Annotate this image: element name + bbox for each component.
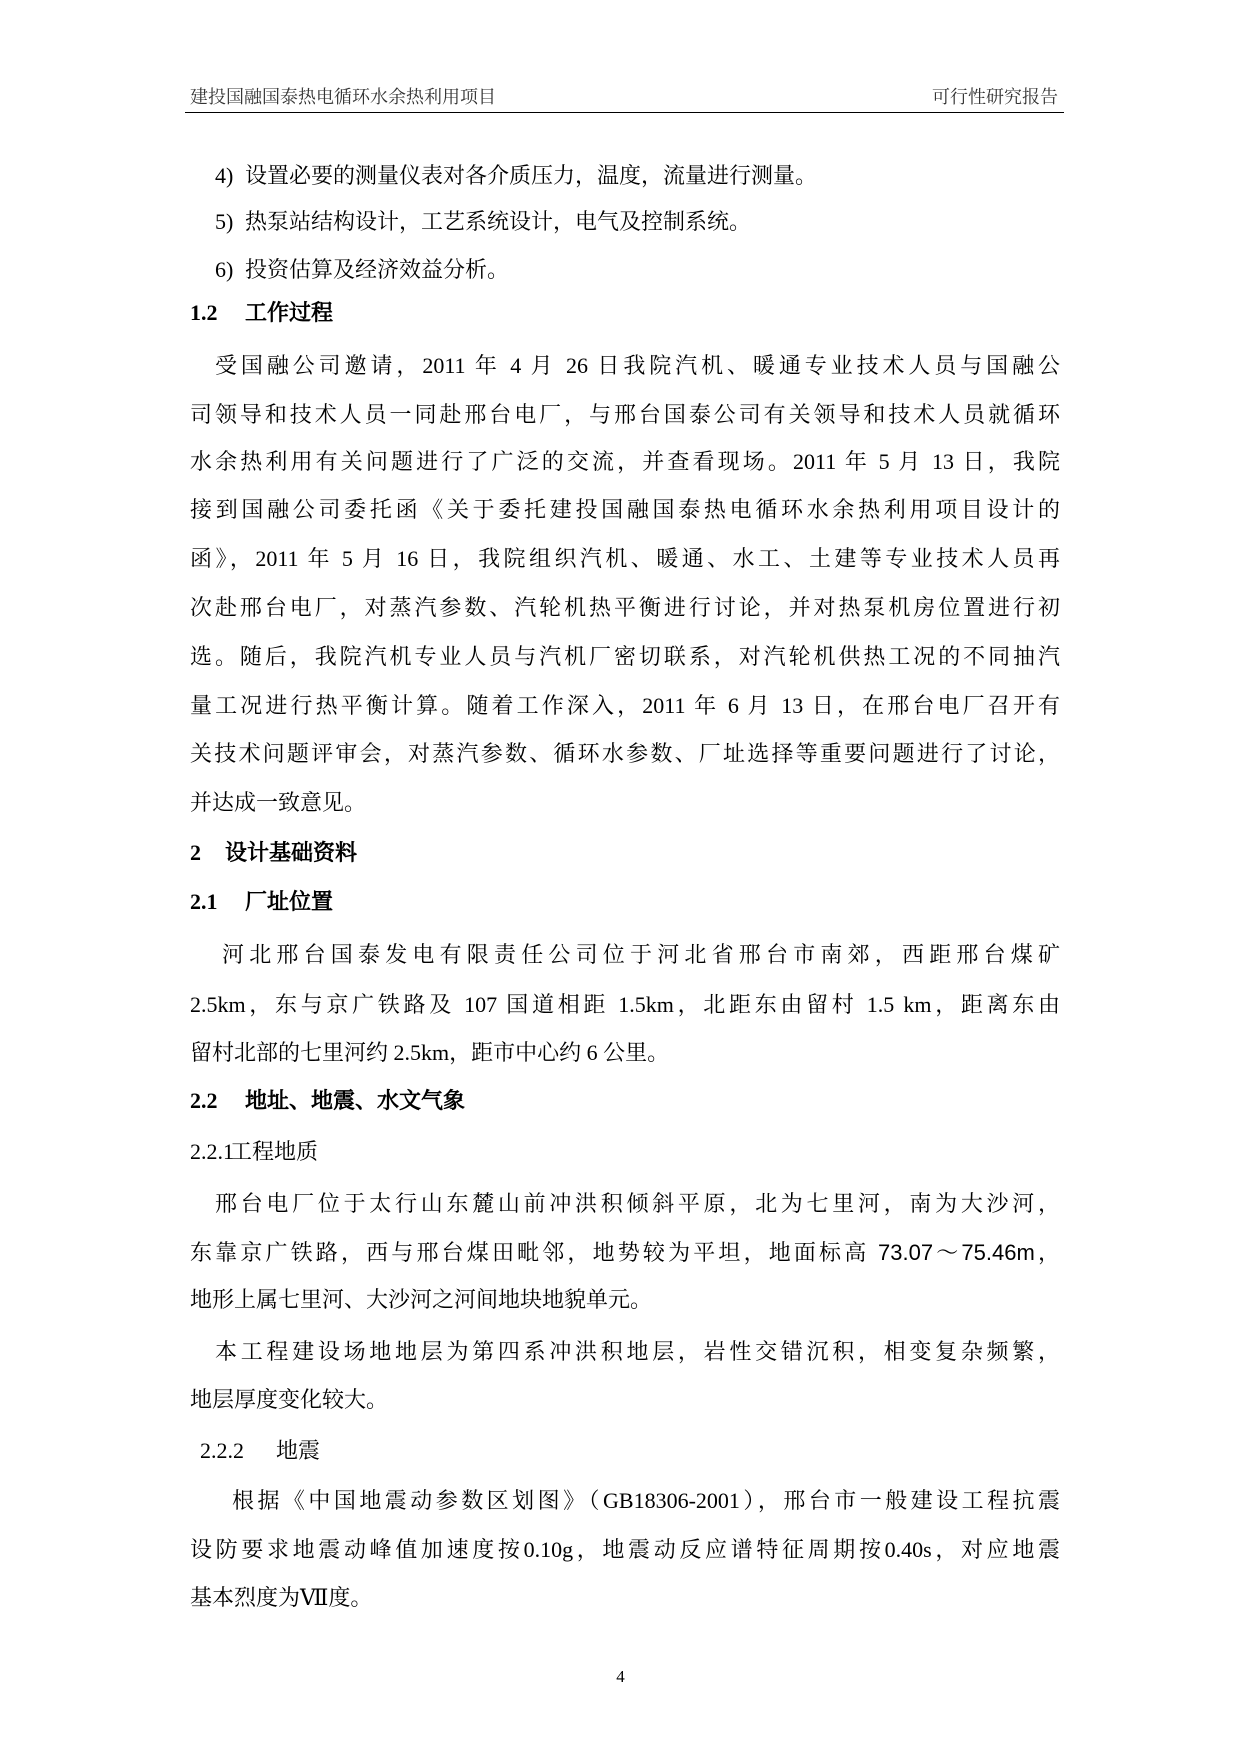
subsection-heading-2-2-2 bbox=[200, 1436, 320, 1466]
paragraph-line: 根据《中国地震动参数区划图》（GB18306-2001），邢台市一般建设工程抗震 bbox=[232, 1488, 1060, 1513]
section-number: 1.2 bbox=[190, 300, 218, 325]
header-rule bbox=[185, 112, 1064, 113]
list-item bbox=[215, 161, 817, 191]
subsection-number: 2.2.1 bbox=[190, 1139, 234, 1164]
paragraph-line: 关技术问题评审会，对蒸汽参数、循环水参数、厂址选择等重要问题进行了讨论， bbox=[190, 741, 1060, 766]
list-item-text: 投资估算及经济效益分析。 bbox=[245, 257, 510, 282]
paragraph-line: 本工程建设场地地层为第四系冲洪积地层，岩性交错沉积，相变复杂频繁， bbox=[215, 1339, 1060, 1364]
paragraph-line: 次赴邢台电厂，对蒸汽参数、汽轮机热平衡进行讨论，并对热泵机房位置进行初 bbox=[190, 595, 1060, 620]
section-heading-2-1 bbox=[190, 887, 333, 917]
paragraph-line: 地层厚度变化较大。 bbox=[190, 1387, 389, 1412]
paragraph-line: 邢台电厂位于太行山东麓山前冲洪积倾斜平原，北为七里河，南为大沙河， bbox=[215, 1191, 1060, 1216]
list-item-number: 6) bbox=[215, 257, 234, 282]
section-number: 2.2 bbox=[190, 1088, 218, 1113]
ground-elevation-value: 73.07～75.46m bbox=[878, 1240, 1035, 1265]
paragraph-line: 受国融公司邀请，2011 年 4 月 26 日我院汽机、暖通专业技术人员与国融公 bbox=[215, 353, 1060, 378]
line-text: ， bbox=[1034, 1240, 1060, 1265]
page-number: 4 bbox=[616, 1667, 625, 1686]
list-item bbox=[215, 207, 751, 237]
paragraph-line: 基本烈度为Ⅶ度。 bbox=[190, 1585, 373, 1610]
header-report-type: 可行性研究报告 bbox=[932, 87, 1058, 107]
section-title: 工作过程 bbox=[245, 300, 334, 325]
paragraph-line: 司领导和技术人员一同赴邢台电厂，与邢台国泰公司有关领导和技术人员就循环 bbox=[190, 402, 1060, 427]
paragraph-line: 并达成一致意见。 bbox=[190, 790, 367, 815]
paragraph-line: 河北邢台国泰发电有限责任公司位于河北省邢台市南郊，西距邢台煤矿 bbox=[222, 942, 1060, 967]
subsection-number: 2.2.2 bbox=[200, 1438, 244, 1463]
section-heading-2 bbox=[190, 838, 357, 868]
paragraph-line bbox=[190, 1238, 1060, 1268]
subsection-title: 地震 bbox=[276, 1438, 321, 1463]
subsection-heading-2-2-1 bbox=[190, 1137, 318, 1167]
header-project-title: 建投国融国泰热电循环水余热利用项目 bbox=[190, 87, 496, 107]
paragraph-line: 地形上属七里河、大沙河之河间地块地貌单元。 bbox=[190, 1287, 653, 1312]
paragraph-line: 2.5km，东与京广铁路及 107 国道相距 1.5km，北距东由留村 1.5 km，距离东由 bbox=[190, 992, 1060, 1017]
subsection-title: 工程地质 bbox=[230, 1139, 319, 1164]
list-item-number: 5) bbox=[215, 209, 234, 234]
section-number: 2 bbox=[190, 840, 201, 865]
paragraph-line: 选。随后，我院汽机专业人员与汽机厂密切联系，对汽轮机供热工况的不同抽汽 bbox=[190, 644, 1060, 669]
paragraph-line: 设防要求地震动峰值加速度按0.10g，地震动反应谱特征周期按0.40s，对应地震 bbox=[190, 1537, 1060, 1562]
section-heading-2-2 bbox=[190, 1086, 465, 1116]
section-number: 2.1 bbox=[190, 889, 218, 914]
paragraph-line: 水余热利用有关问题进行了广泛的交流，并查看现场。2011 年 5 月 13 日，我院 bbox=[190, 449, 1060, 474]
list-item-text: 设置必要的测量仪表对各介质压力，温度，流量进行测量。 bbox=[245, 163, 818, 188]
section-heading-1-2 bbox=[190, 298, 333, 328]
paragraph-line: 量工况进行热平衡计算。随着工作深入，2011 年 6 月 13 日，在邢台电厂召开有 bbox=[190, 693, 1060, 718]
section-title: 厂址位置 bbox=[245, 889, 334, 914]
list-item-text: 热泵站结构设计，工艺系统设计，电气及控制系统。 bbox=[245, 209, 752, 234]
paragraph-line: 函》，2011 年 5 月 16 日，我院组织汽机、暖通、水工、土建等专业技术人员再 bbox=[190, 546, 1060, 571]
line-text: 东靠京广铁路，西与邢台煤田毗邻，地势较为平坦，地面标高 bbox=[190, 1240, 879, 1265]
list-item-number: 4) bbox=[215, 163, 234, 188]
section-title: 地址、地震、水文气象 bbox=[245, 1088, 466, 1113]
paragraph-line: 留村北部的七里河约 2.5km，距市中心约 6 公里。 bbox=[190, 1040, 670, 1065]
section-title: 设计基础资料 bbox=[225, 840, 358, 865]
paragraph-line: 接到国融公司委托函《关于委托建投国融国泰热电循环水余热利用项目设计的 bbox=[190, 497, 1060, 522]
list-item bbox=[215, 255, 509, 285]
